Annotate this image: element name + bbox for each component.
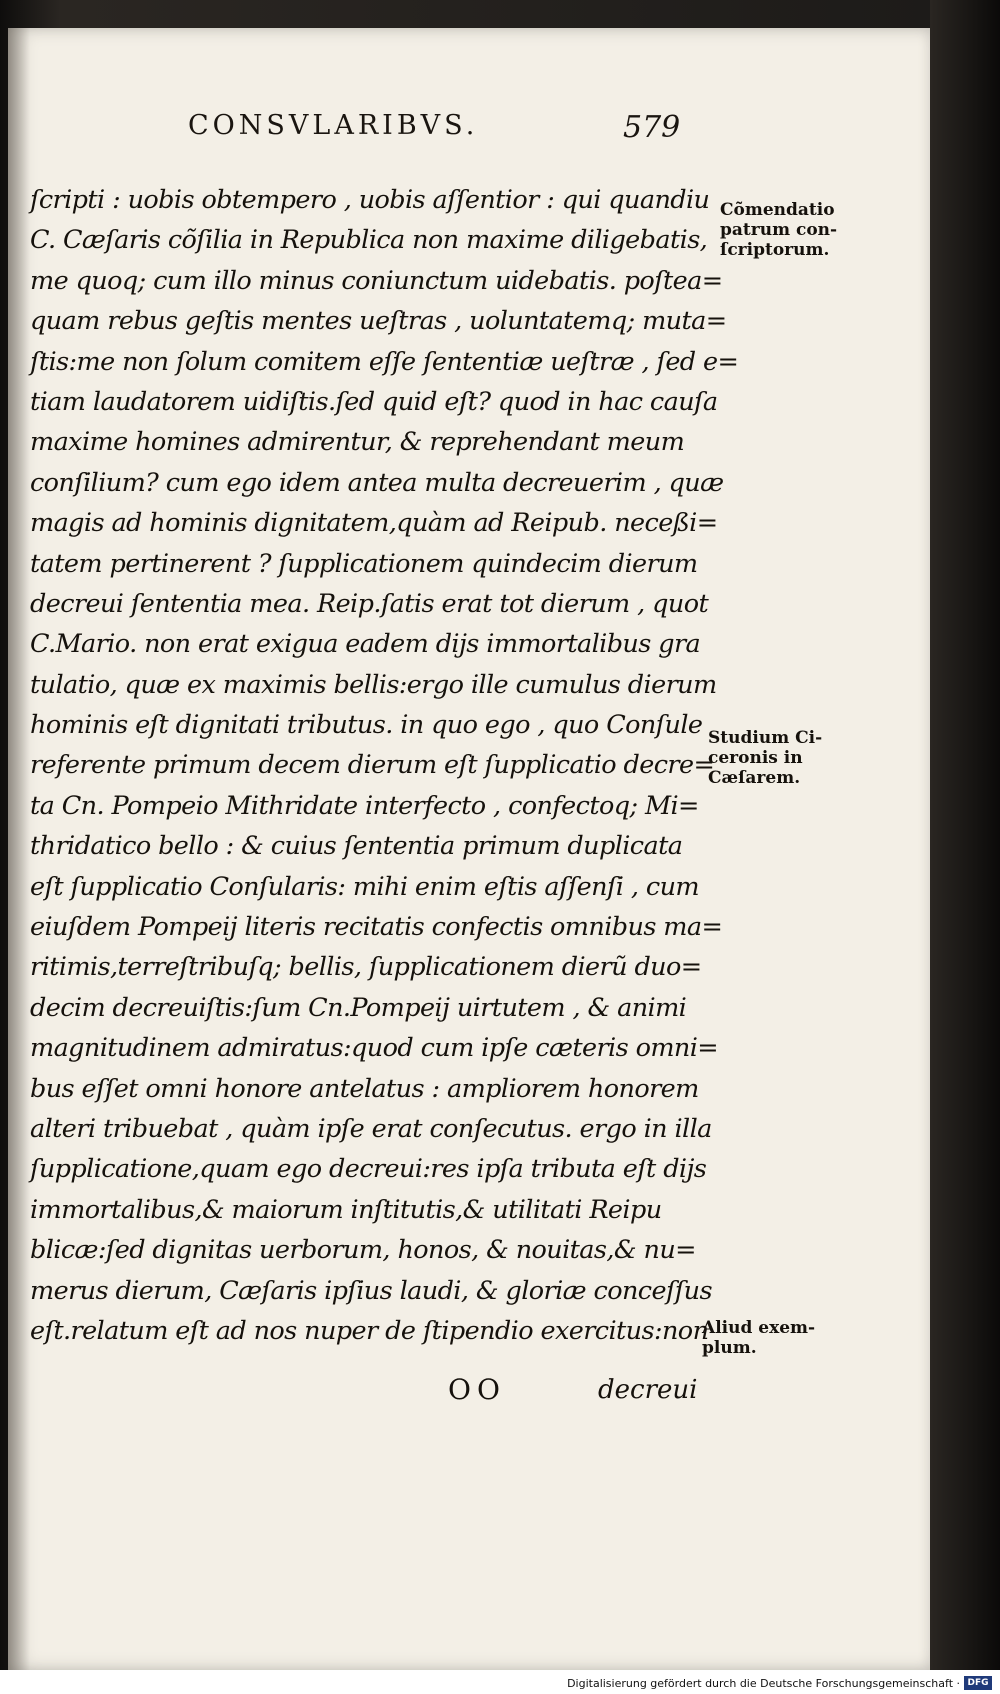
margin-note-studium	[708, 728, 822, 788]
text-line: me quoq; cum illo minus coniunctum uidebatis. poſtea=	[30, 265, 723, 296]
text-line: magnitudinem admiratus:quod cum ipſe cæteris omni=	[30, 1033, 719, 1064]
text-line: quam rebus geſtis mentes ueſtras , uoluntatemq; muta=	[30, 306, 727, 337]
margin-note-commendatio	[720, 200, 837, 260]
margin-note-line: ſcriptorum.	[720, 240, 830, 260]
text-line: C.Mario. non erat exigua eadem dijs immortalibus gra	[30, 629, 701, 660]
dfg-logo-icon: DFG	[964, 1676, 992, 1690]
text-line: decreui ſententia mea. Reip.ſatis erat tot dierum , quot	[30, 588, 709, 619]
margin-note-line: plum.	[702, 1338, 757, 1358]
text-line: C. Cæſaris cõſilia in Republica non maxime diligebatis,	[30, 225, 708, 256]
margin-note-line: patrum con-	[720, 220, 838, 240]
text-line: decim decreuiſtis:ſum Cn.Pompeij uirtutem , & animi	[30, 992, 687, 1023]
page-number: 579	[623, 110, 681, 145]
text-line: maxime homines admirentur, & reprehendant meum	[30, 427, 685, 458]
margin-note-aliud	[702, 1318, 815, 1358]
margin-note-line: Cæſarem.	[708, 768, 801, 788]
text-line: conſilium? cum ego idem antea multa decreuerim , quæ	[30, 467, 724, 498]
text-line: ſcripti : uobis obtempero , uobis aſſentior : qui quandiu	[30, 185, 710, 215]
text-line: tulatio, quæ ex maximis bellis:ergo ille cumulus dierum	[30, 669, 717, 700]
text-line: tiam laudatorem uidiſtis.ſed quid eſt? quod in hac cauſa	[30, 386, 718, 417]
digitization-notice: Digitalisierung gefördert durch die Deutsche Forschungsgemeinschaft ·	[567, 1677, 960, 1690]
signature-mark: OO	[448, 1373, 506, 1406]
text-line: eiuſdem Pompeij literis recitatis confectis omnibus ma=	[30, 912, 723, 943]
catchword: decreui	[598, 1375, 698, 1405]
digitization-footer	[0, 1670, 1000, 1694]
text-line: magis ad hominis dignitatem,quàm ad Reipub. neceßi=	[30, 508, 718, 539]
running-head: CONSVLARIBVS.	[188, 110, 479, 141]
margin-note-line: Studium Ci-	[708, 728, 823, 748]
right-edge-shadow	[930, 0, 1000, 1670]
text-line: ſupplicatione,quam ego decreui:res ipſa tributa eſt dijs	[30, 1154, 707, 1185]
text-line: ritimis,terreſtribuſq; bellis, ſupplicationem dierũ duo=	[30, 952, 702, 983]
text-line: merus dierum, Cæſaris ipſius laudi, & gloriæ conceſſus	[30, 1275, 712, 1306]
text-line: referente primum decem dierum eſt ſupplicatio decre=	[30, 750, 715, 781]
margin-note-line: ceronis in	[708, 748, 803, 768]
text-line: eſt ſupplicatio Conſularis: mihi enim eſtis aſſenſi , cum	[30, 871, 699, 902]
text-line: bus eſſet omni honore antelatus : ampliorem honorem	[30, 1073, 699, 1104]
margin-note-line: Aliud exem-	[702, 1318, 816, 1338]
text-line: hominis eſt dignitati tributus. in quo ego , quo Conſule	[30, 710, 703, 741]
text-line: ta Cn. Pompeio Mithridate interfecto , confectoq; Mi=	[30, 790, 699, 821]
text-line: eſt.relatum eſt ad nos nuper de ſtipendio exercitus:non	[30, 1315, 709, 1346]
text-line: immortalibus,& maiorum inſtitutis,& utilitati Reipu	[30, 1194, 662, 1225]
text-line: ſtis:me non ſolum comitem eſſe ſententiæ ueſtræ , ſed e=	[30, 346, 739, 377]
text-line: thridatico bello : & cuius ſententia primum duplicata	[30, 831, 683, 862]
text-line: blicæ:ſed dignitas uerborum, honos, & nouitas,& nu=	[30, 1235, 696, 1266]
text-line: tatem pertinerent ? ſupplicationem quindecim dierum	[30, 548, 698, 579]
margin-note-line: Cõmendatio	[720, 200, 835, 220]
gutter-shadow	[8, 28, 30, 1670]
book-page	[8, 28, 930, 1670]
main-text-block	[30, 180, 739, 1351]
text-line: alteri tribuebat , quàm ipſe erat conſecutus. ergo in illa	[30, 1113, 712, 1144]
